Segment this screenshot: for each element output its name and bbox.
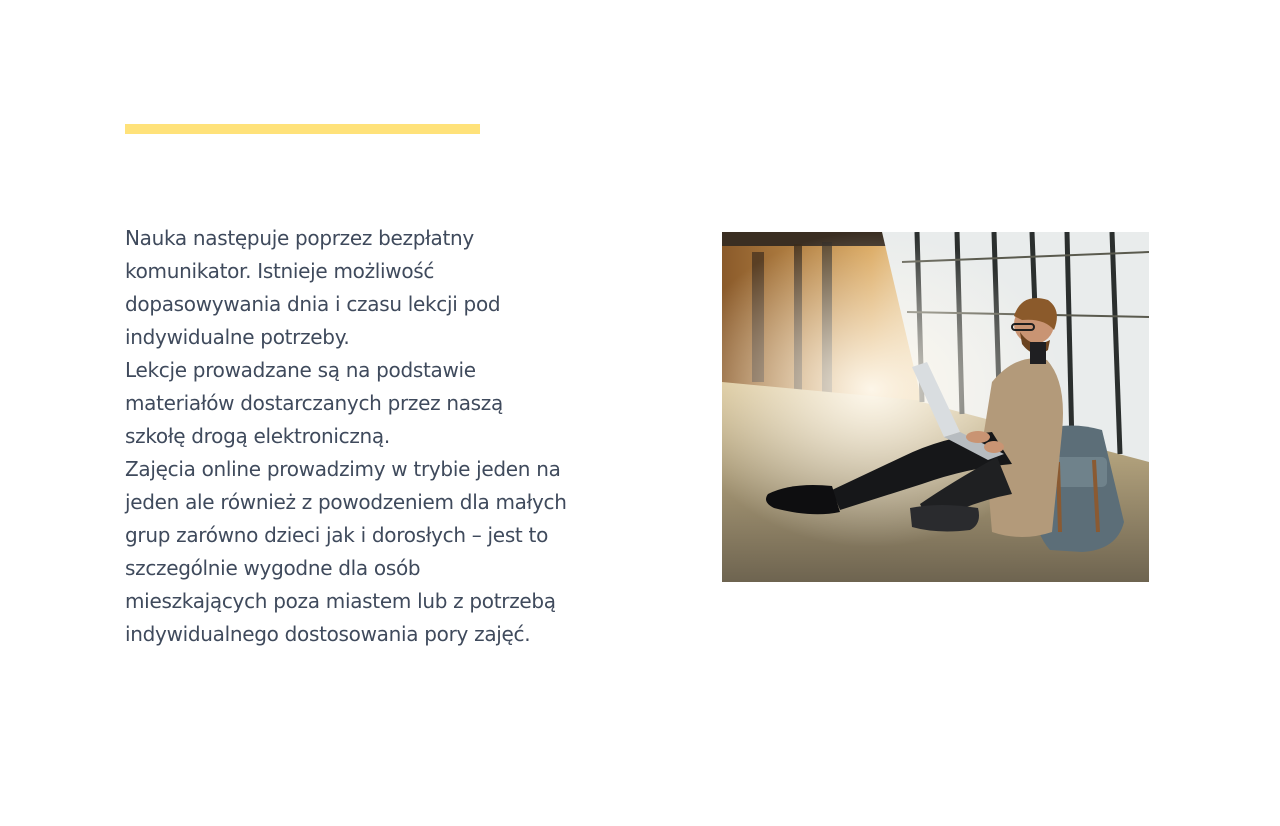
man-with-laptop-photo [722, 232, 1149, 582]
description-text [125, 222, 635, 651]
paragraph-materials: Lekcje prowadzane są na podstawie materiałów dostarczanych przez naszą szkołę drogą elektroniczną. [125, 358, 503, 448]
paragraph-messenger: Nauka następuje poprzez bezpłatny komunikator. Istnieje możliwość dopasowywania dnia i czasu lekcji pod indywidualne potrzeby. [125, 226, 501, 349]
accent-bar [125, 124, 480, 134]
paragraph-online-classes: Zajęcia online prowadzimy w trybie jeden na jeden ale również z powodzeniem dla małych grup zarówno dzieci jak i dorosłych – jest to szczególnie wygodne dla osób mieszkających poza miastem lub z potrzebą indywidualnego dostosowania pory zajęć. [125, 457, 567, 646]
